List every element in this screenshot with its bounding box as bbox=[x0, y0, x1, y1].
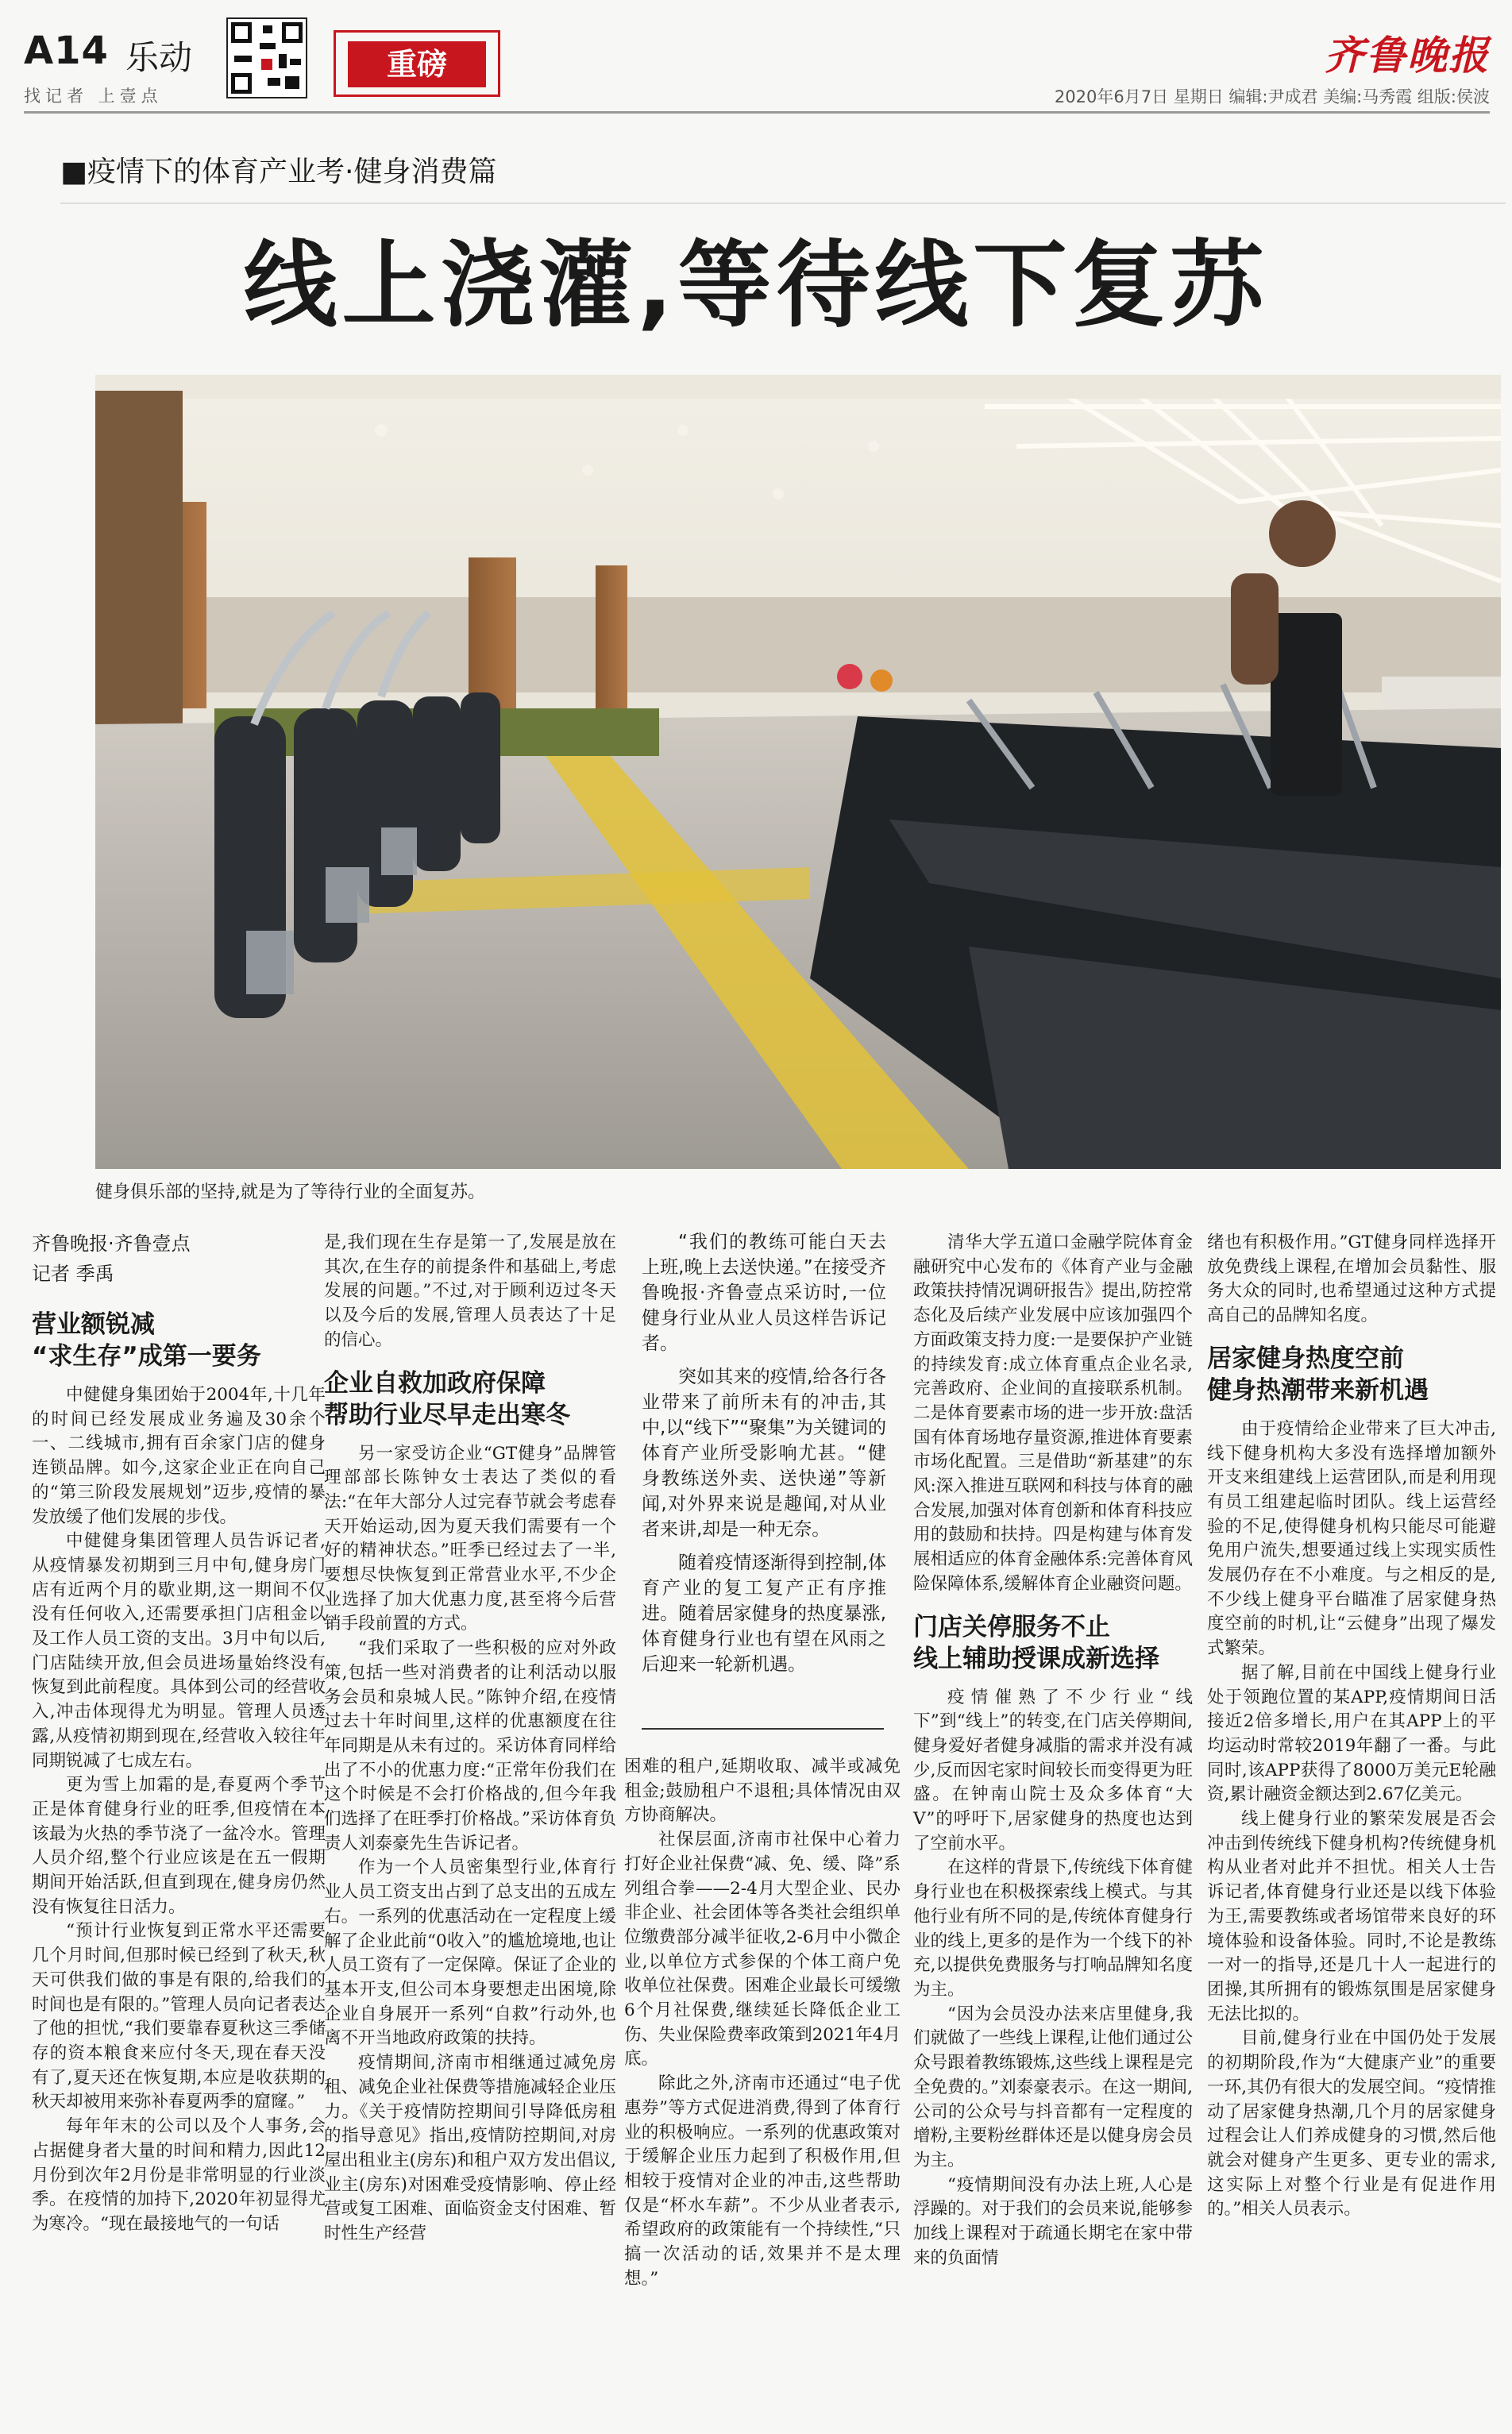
paragraph: 中健健身集团管理人员告诉记者,从疫情暴发初期到三月中旬,健身房门店有近两个月的歇业期,这一期间不仅没有任何收入,还需要承担门店租金以及工作人员工资的支出。3月中旬以后,门店陆续开放,但会员进场量始终没有恢复到此前程度。具体到公司的经营收入,冲击体现得尤为明显。管理人员透露,从疫情初期到现在,经营收入较往年同期锐减了七成左右。 bbox=[32, 1531, 326, 1771]
paragraph: “我们采取了一些积极的应对外政策,包括一些对消费者的让利活动以服务会员和泉城人民。”陈钟介绍,在疫情过去十年时间里,这样的优惠额度在往年同期是从未有过的。采访体育同样给出了不小的优惠力度:“正常年份我们在这个时候是不会打价格战的,但今年我们选择了在旺季打价格战。”采访体育负责人刘泰豪先生告诉记者。 bbox=[324, 1638, 616, 1853]
paragraph: 困难的租户,延期收取、减半或减免租金;鼓励租户不退租;具体情况由双方协商解决。 bbox=[624, 1757, 901, 1826]
gym-illustration bbox=[95, 375, 1501, 1169]
headline: 线上浇灌,等待线下复苏 bbox=[243, 230, 1269, 340]
subhead-1: 营业额锐减 “求生存”成第一要务 bbox=[32, 1310, 261, 1371]
byline-outlet: 齐鲁晚报·齐鲁壹点 bbox=[32, 1232, 191, 1255]
column-2 bbox=[324, 1231, 616, 2247]
series-title: ■疫情下的体育产业考·健身消费篇 bbox=[60, 149, 1506, 204]
qr-code-icon[interactable] bbox=[226, 17, 307, 98]
newspaper-logo: 齐鲁晚报 bbox=[1325, 32, 1490, 79]
photo-caption: 健身俱乐部的坚持,就是为了等待行业的全面复苏。 bbox=[95, 1182, 485, 1202]
byline-reporter: 记者 季禹 bbox=[32, 1263, 114, 1285]
lead-paragraph: 随着疫情逐渐得到控制,体育产业的复工复产正有序推进。随着居家健身的热度暴涨,体育健身行业也有望在风雨之后迎来一轮新机遇。 bbox=[642, 1553, 886, 1675]
paragraph: 疫情催熟了不少行业“线下”到“线上”的转变,在门店关停期间,健身爱好者健身减脂的需求并没有减少,反而因宅家时间较长而变得更为旺盛。在钟南山院士及众多体育“大V”的呼吁下,居家健身的热度也达到了空前水平。 bbox=[913, 1687, 1193, 1853]
column-5 bbox=[1207, 1231, 1496, 2222]
paragraph: 每年年末的公司以及个人事务,会占据健身者大量的时间和精力,因此12月份到次年2月份是非常明显的行业淡季。在疫情的加持下,2020年初显得尤为寒冷。“现在最接地气的一句话 bbox=[32, 2116, 326, 2234]
column-3 bbox=[624, 1755, 901, 2291]
paragraph: 是,我们现在生存是第一了,发展是放在其次,在生存的前提条件和基础上,考虑发展的问题。”不过,对于顾利迈过冬天以及今后的发展,管理人员表达了十足的信心。 bbox=[324, 1232, 616, 1350]
lead-box bbox=[642, 1229, 886, 1677]
paragraph: 疫情期间,济南市相继通过减免房租、减免企业社保费等措施减轻企业压力。《关于疫情防控期间引导降低房租的指导意见》指出,疫情防控期间,对房屋出租业主(房东)和租户双方发出倡议,业主(房东)对困难受疫情影响、停止经营或复工困难、面临资金支付困难、暂时性生产经营 bbox=[324, 2053, 616, 2244]
lead-paragraph: 突如其来的疫情,给各行各业带来了前所未有的冲击,其中,以“线下”“聚集”为关键词的体育产业所受影响尤甚。“健身教练送外卖、送快递”等新闻,对外界来说是趣闻,对从业者来讲,却是一种无奈。 bbox=[642, 1367, 886, 1540]
paragraph: 绪也有积极作用。”GT健身同样选择开放免费线上课程,在增加会员黏性、服务大众的同时,也希望通过这种方式提高自己的品牌知名度。 bbox=[1207, 1232, 1496, 1326]
subhead-4: 居家健身热度空前 健身热潮带来新机遇 bbox=[1207, 1344, 1429, 1405]
subhead-3: 门店关停服务不止 线上辅助授课成新选择 bbox=[913, 1612, 1159, 1673]
paragraph: 在这样的背景下,传统线下体育健身行业也在积极探索线上模式。与其他行业有所不同的是,传统体育健身行业的线上,更多的是作为一个线下的补充,以提供免费服务与打响品牌知名度为主。 bbox=[913, 1857, 1193, 2000]
paragraph: 作为一个人员密集型行业,体育行业人员工资支出占到了总支出的五成左右。一系列的优惠活动在一定程度上缓解了企业此前“0收入”的尴尬境地,也让人员工资有了一定保障。保证了企业的基本开支,但公司本身要想走出困境,除企业自身展开一系列“自救”行动外,也离不开当地政府政策的扶持。 bbox=[324, 1857, 616, 2049]
issue-meta: 2020年6月7日 星期日 编辑:尹成君 美编:马秀霞 组版:侯波 bbox=[1054, 87, 1490, 106]
paragraph: 中健健身集团始于2004年,十几年的时间已经发展成业务遍及30余个一、二线城市,拥有百余家门店的健身连锁品牌。如今,这家企业正在向自己的“第三阶段发展规划”迈步,疫情的暴发放缓了他们发展的步伐。 bbox=[32, 1385, 326, 1527]
paragraph: “因为会员没办法来店里健身,我们就做了一些线上课程,让他们通过公众号跟着教练锻炼,这些线上课程是完全免费的。”刘泰豪表示。在这一期间,公司的公众号与抖音都有一定程度的增粉,主要粉丝群体还是以健身房会员为主。 bbox=[913, 2004, 1193, 2170]
paragraph: 另一家受访企业“GT健身”品牌管理部部长陈钟女士表达了类似的看法:“在年大部分人过完春节就会考虑春天开始运动,因为夏天我们需要有一个好的精神状态。”旺季已经过去了一半,要想尽快恢复到正常营业水平,不少企业选择了加大优惠力度,甚至将今后营销手段前置的方式。 bbox=[324, 1443, 616, 1634]
paragraph: 除此之外,济南市还通过“电子优惠券”等方式促进消费,得到了体育行业的积极响应。一系列的优惠政策对于缓解企业压力起到了积极作用,但相较于疫情对企业的冲击,这些帮助仅是“杯水车薪”。不少从业者表示,希望政府的政策能有一个持续性,“只搞一次活动的话,效果并不是太理想。” bbox=[624, 2073, 901, 2289]
section-name: 乐动 bbox=[125, 38, 193, 77]
paragraph: “预计行业恢复到正常水平还需要几个月时间,但那时候已经到了秋天,秋天可供我们做的事是有限的,给我们的时间也是有限的。”管理人员向记者表达了他的担忧,“我们要靠春夏秋这三季储存的资本粮食来应付冬天,现在春天没有了,夏天还在恢复期,本应是收获期的秋天却被用来弥补春夏两季的窟窿。” bbox=[32, 1921, 326, 2112]
paragraph: 由于疫情给企业带来了巨大冲击,线下健身机构大多没有选择增加额外开支来组建线上运营团队,而是利用现有员工组建起临时团队。线上运营经验的不足,使得健身机构只能尽可能避免用户流失,想要通过线上实现实质性发展仍存在不小难度。与之相反的是,不少线上健身平台瞄准了居家健身热度空前的时机,让“云健身”出现了爆发式繁荣。 bbox=[1207, 1418, 1496, 1659]
lead-paragraph: “我们的教练可能白天去上班,晚上去送快递。”在接受齐鲁晚报·齐鲁壹点采访时,一位健身行业从业人员这样告诉记者。 bbox=[642, 1232, 886, 1354]
gym-photo bbox=[95, 375, 1501, 1169]
column-4 bbox=[913, 1231, 1193, 2270]
feature-tag: 重磅 bbox=[348, 41, 486, 87]
paragraph: 社保层面,济南市社保中心着力打好企业社保费“减、免、缓、降”系列组合拳——2-4月大型企业、民办非企业、社会团体等各类社会组织单位缴费部分减半征收,2-6月中小微企业,以单位方式参保的个体工商户免收单位社保费。困难企业最长可缓缴6个月社保费,继续延长降低企业工伤、失业保险费率政策到2021年4月底。 bbox=[624, 1830, 901, 2069]
paragraph: 更为雪上加霜的是,春夏两个季节正是体育健身行业的旺季,但疫情在本该最为火热的季节浇了一盆冷水。管理人员介绍,整个行业应该是在五一假期期间开始活跃,但直到现在,健身房仍然没有恢复往日活力。 bbox=[32, 1775, 326, 1917]
page-number: A14 bbox=[24, 29, 109, 73]
column-1 bbox=[32, 1231, 326, 2237]
paragraph: 线上健身行业的繁荣发展是否会冲击到传统线下健身机构?传统健身机构从业者对此并不担忧。相关人士告诉记者,体育健身行业还是以线下体验为王,需要教练或者场馆带来良好的环境体验和设备体验。同时,不论是教练一对一的指导,还是几十人一起进行的团操,其所拥有的锻炼氛围是居家健身无法比拟的。 bbox=[1207, 1809, 1496, 2024]
staff-line: 找记者 上壹点 bbox=[24, 87, 163, 106]
paragraph: 目前,健身行业在中国仍处于发展的初期阶段,作为“大健康产业”的重要一环,其仍有很大的发展空间。“疫情推动了居家健身热潮,几个月的居家健身过程会让人们养成健身的习惯,然后他就会对健身产生更多、更专业的需求,这实际上对整个行业是有促进作用的。”相关人员表示。 bbox=[1207, 2028, 1496, 2220]
paragraph: 清华大学五道口金融学院体育金融研究中心发布的《体育产业与金融政策扶持情况调研报告》提出,防控常态化及后续产业发展中应该加强四个方面政策支持力度:一是要保护产业链的持续发育:成立体育重点企业名录,完善政府、企业间的直接联系机制。二是体育要素市场的进一步开放:盘活国有体育场地存量资源,推进体育要素市场化配置。三是借助“新基建”的东风:深入推进互联网和科技与体育的融合发展,加强对体育创新和体育科技应用的鼓励和扶持。四是构建与体育发展相适应的体育金融体系:完善体育风险保障体系,缓解体育企业融资问题。 bbox=[913, 1232, 1193, 1594]
header-rule bbox=[24, 111, 1490, 114]
paragraph: “疫情期间没有办法上班,人心是浮躁的。对于我们的会员来说,能够参加线上课程对于疏通长期宅在家中带来的负面情 bbox=[913, 2174, 1193, 2268]
paragraph: 据了解,目前在中国线上健身行业处于领跑位置的某APP,疫情期间日活接近2倍多增长,用户在其APP上的平均运动时常较2019年翻了一番。与此同时,该APP获得了8000万美元E轮融资,累计融资金额达到2.67亿美元。 bbox=[1207, 1662, 1496, 1805]
lead-box-rule bbox=[642, 1728, 884, 1730]
subhead-2: 企业自救加政府保障 帮助行业尽早走出寒冬 bbox=[324, 1368, 570, 1429]
